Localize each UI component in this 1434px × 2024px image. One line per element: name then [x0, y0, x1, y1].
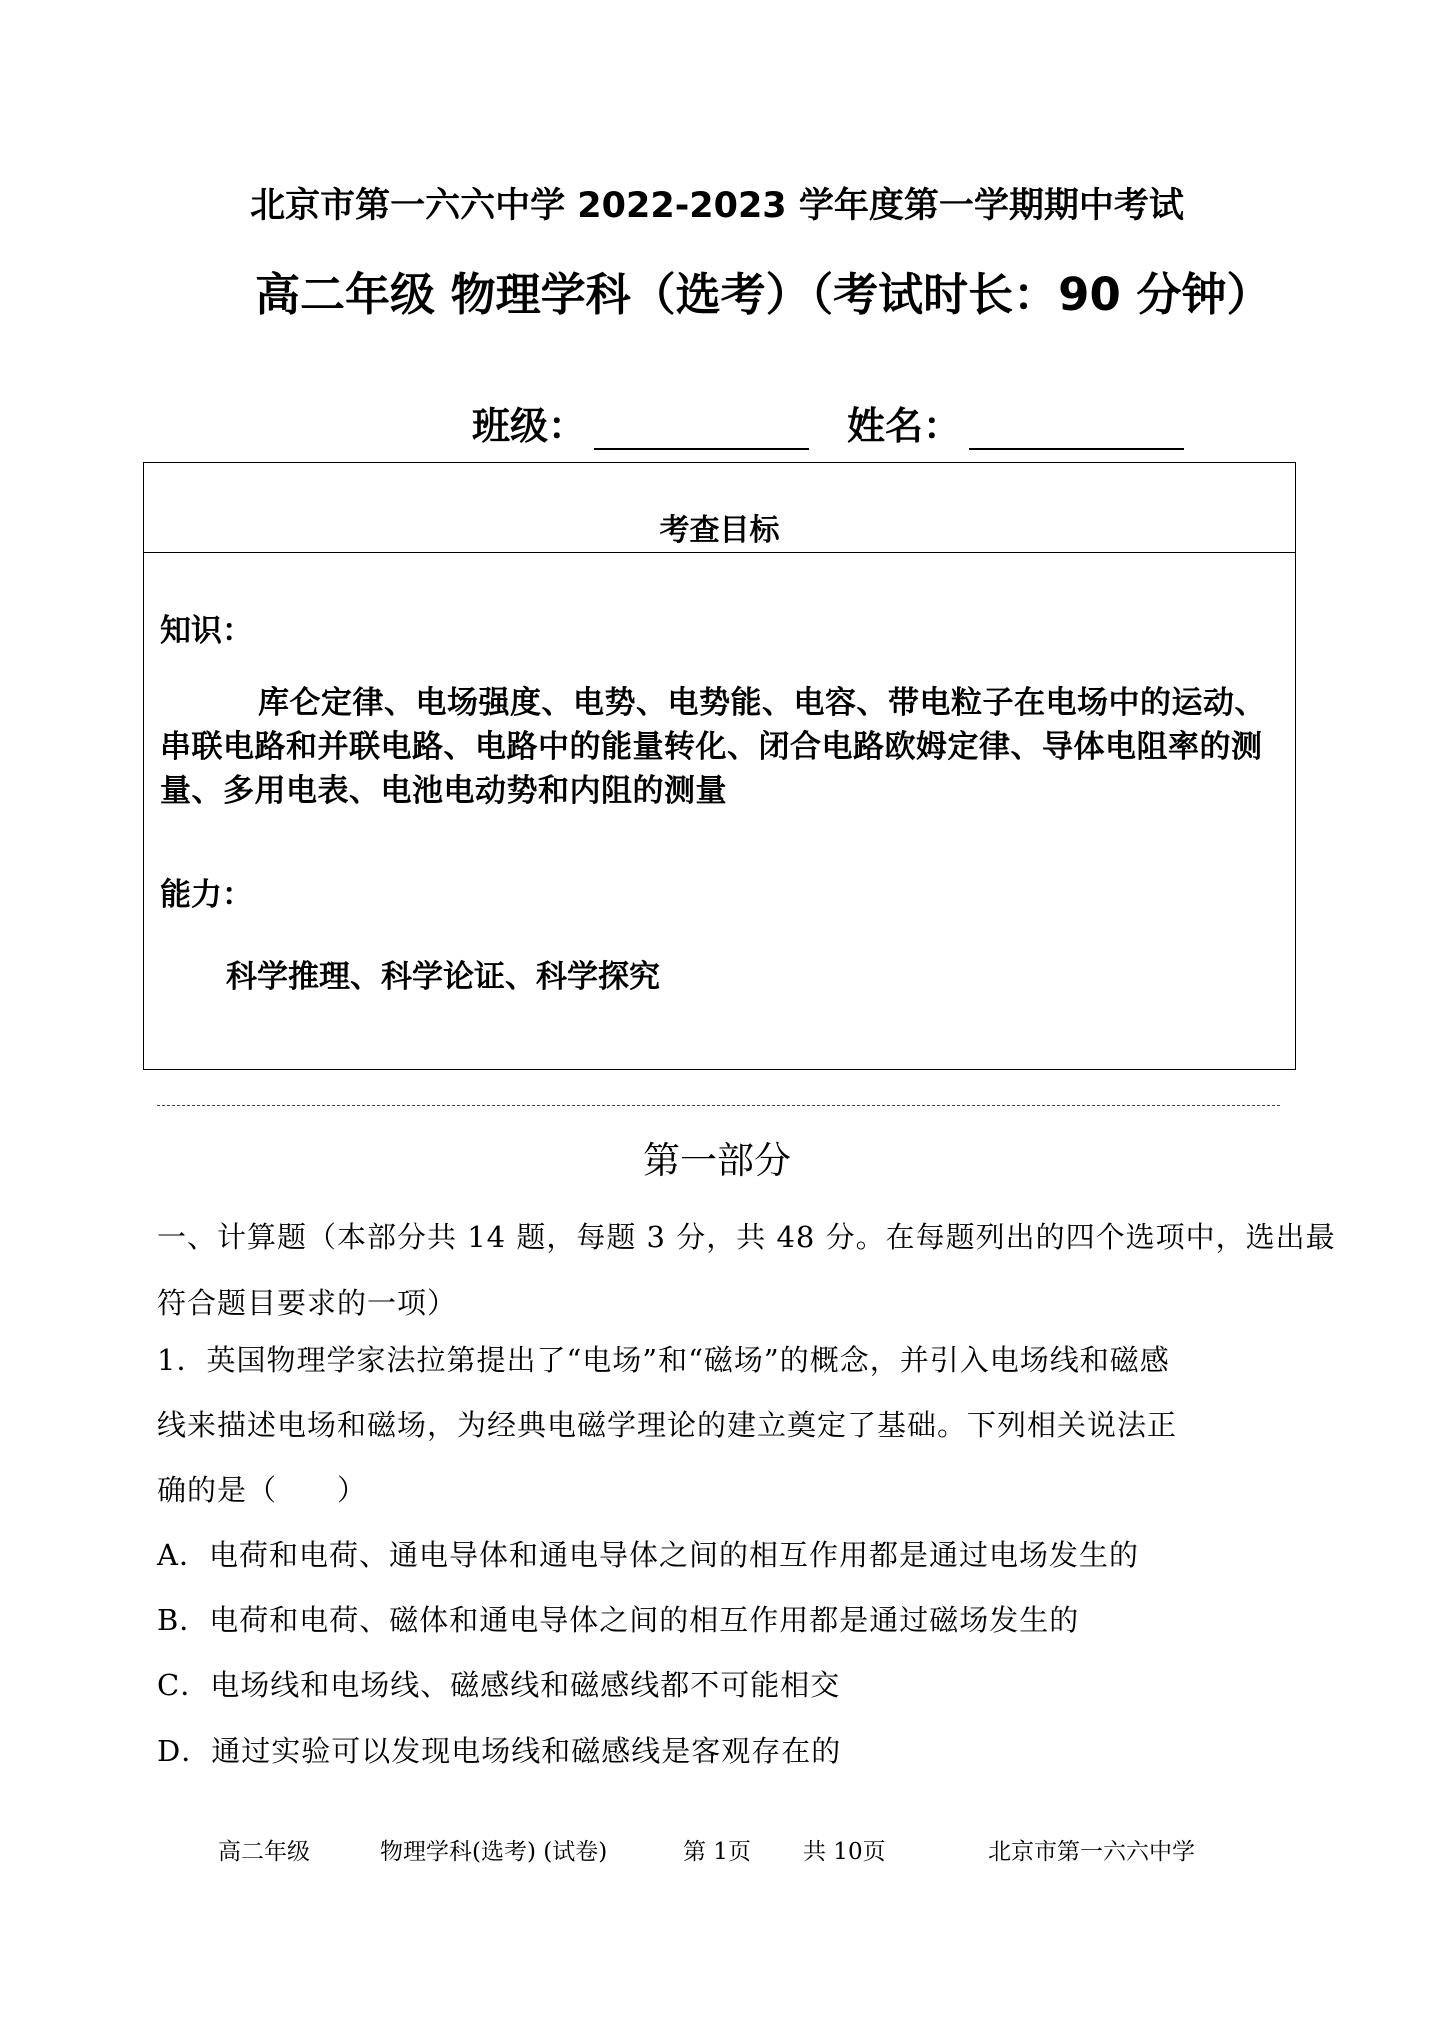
name-blank [969, 418, 1184, 450]
exam-title: 北京市第一六六中学 2022-2023 学年度第一学期期中考试 [250, 186, 1184, 226]
instructions-line-1: 一、计算题（本部分共 14 题，每题 3 分，共 48 分。在每题列出的四个选项中，选出最 [157, 1220, 1336, 1254]
question-1-stem-line-2: 线来描述电场和磁场，为经典电磁学理论的建立奠定了基础。下列相关说法正 [157, 1408, 1178, 1442]
objectives-heading: 考查目标 [659, 513, 780, 548]
knowledge-label: 知识： [160, 613, 253, 649]
objectives-header [144, 463, 1295, 553]
footer-school: 北京市第一六六中学 [988, 1839, 1195, 1865]
class-label: 班级： [472, 404, 587, 448]
footer-grade: 高二年级 [218, 1839, 310, 1865]
footer-page: 第 1页 [683, 1839, 751, 1865]
question-1-option-b: B．电荷和电荷、磁体和通电导体之间的相互作用都是通过磁场发生的 [157, 1603, 1080, 1637]
footer-subject: 物理学科(选考) (试卷) [380, 1839, 608, 1865]
question-1-option-d: D．通过实验可以发现电场线和磁感线是客观存在的 [157, 1734, 842, 1768]
objectives-box [143, 462, 1296, 1070]
question-1-stem-line-3: 确的是（ ） [157, 1473, 368, 1507]
ability-label: 能力： [160, 877, 253, 913]
exam-subtitle: 高二年级 物理学科（选考）（考试时长：90 分钟） [255, 268, 1272, 321]
question-1-option-a: A．电荷和电荷、通电导体和通电导体之间的相互作用都是通过电场发生的 [157, 1538, 1139, 1572]
ability-content: 科学推理、科学论证、科学探究 [226, 959, 660, 995]
instructions-line-2: 符合题目要求的一项） [157, 1286, 458, 1320]
section-divider [157, 1105, 1280, 1106]
part-one-title: 第一部分 [643, 1139, 791, 1182]
footer-total: 共 10页 [803, 1839, 886, 1865]
name-label: 姓名： [847, 404, 962, 448]
class-blank [594, 418, 809, 450]
question-1-stem-line-1: 1．英国物理学家法拉第提出了“电场”和“磁场”的概念，并引入电场线和磁感 [157, 1343, 1170, 1377]
student-info-line [472, 395, 1222, 450]
knowledge-content: 库仑定律、电场强度、电势、电势能、电容、带电粒子在电场中的运动、串联电路和并联电路、电路中的能量转化、闭合电路欧姆定律、导体电阻率的测量、多用电表、电池电动势和内阻的测量 [160, 685, 1266, 809]
question-1-option-c: C．电场线和电场线、磁感线和磁感线都不可能相交 [157, 1668, 841, 1702]
